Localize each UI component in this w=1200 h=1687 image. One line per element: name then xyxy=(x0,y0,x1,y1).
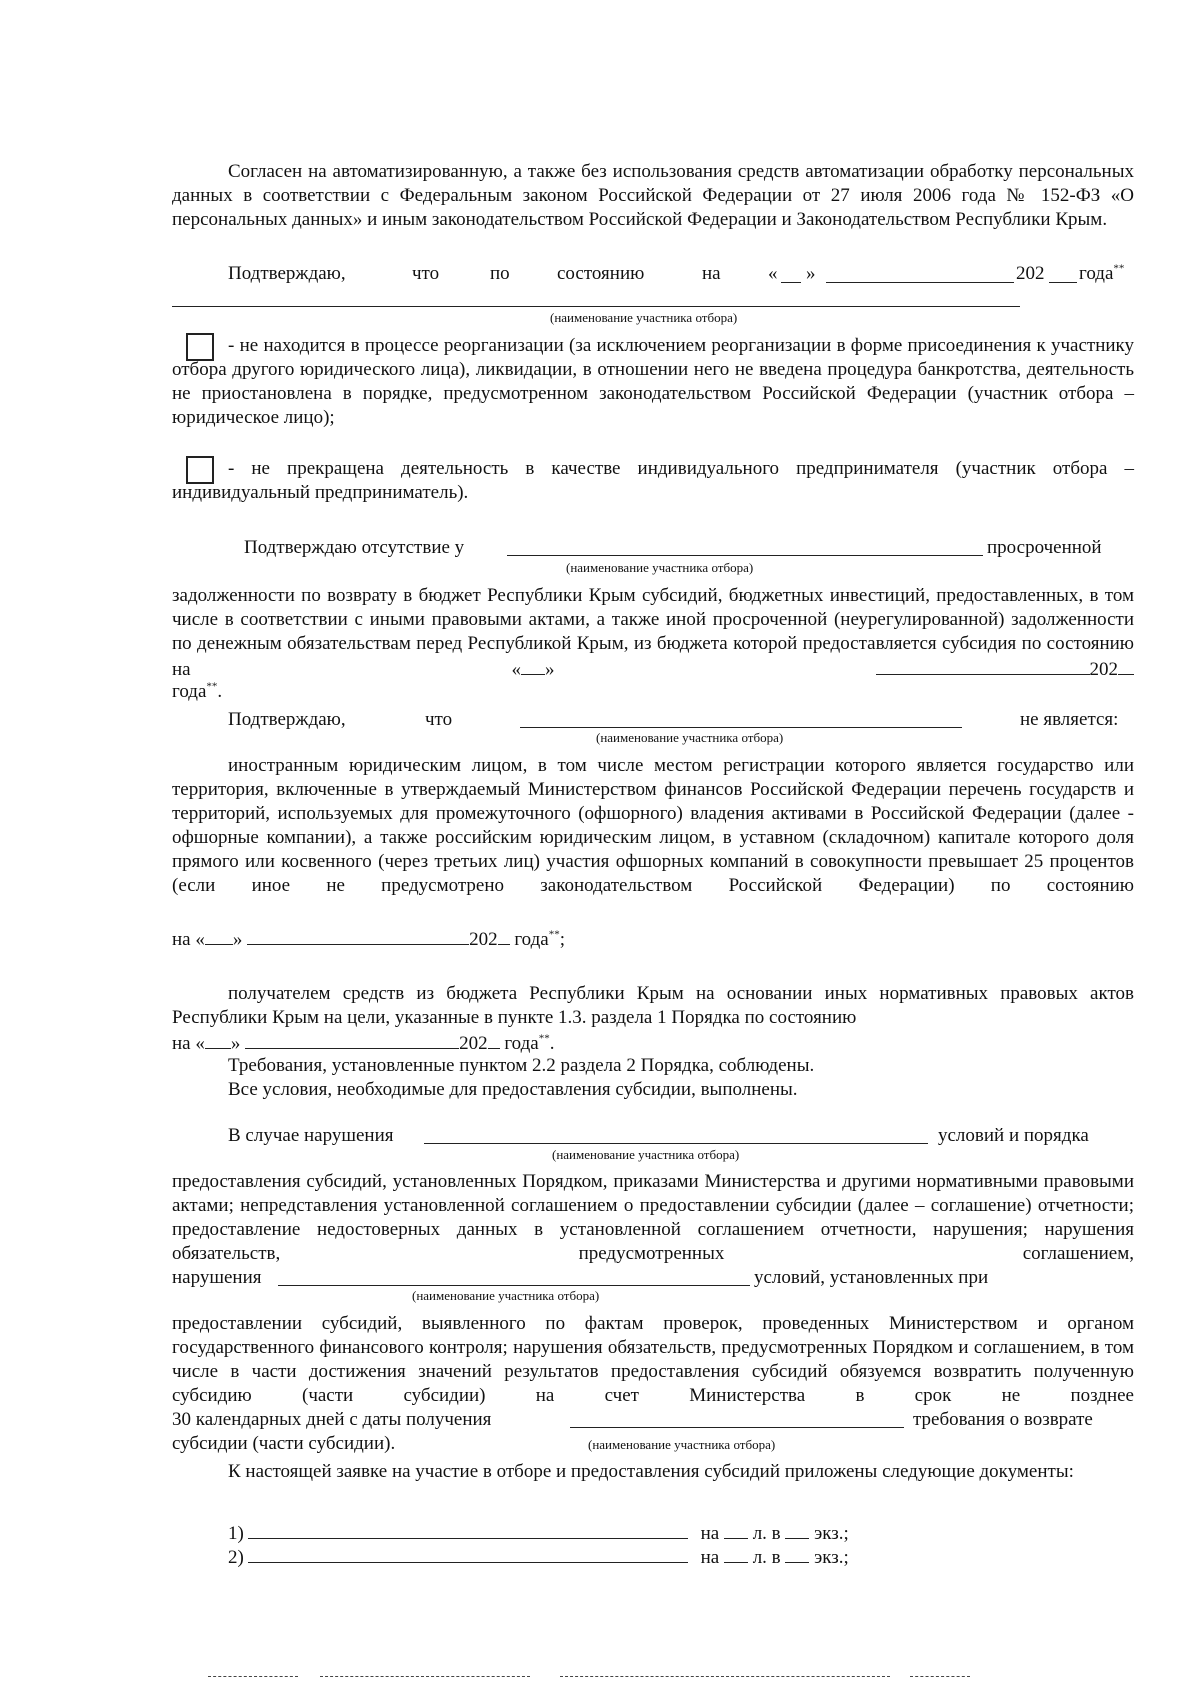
recipient-month-field[interactable] xyxy=(245,1030,459,1049)
debt-tail: просроченной xyxy=(987,537,1102,558)
confirm-date-close: » xyxy=(806,263,816,284)
attachment-row-2: 2) на л. в экз.; xyxy=(228,1544,849,1570)
requirements-line: Требования, установленные пунктом 2.2 раздела 2 Порядка, соблюдены. xyxy=(228,1055,815,1076)
debt-lead: Подтверждаю отсутствие у xyxy=(244,537,465,558)
attachment-1-sheets-field[interactable] xyxy=(724,1520,748,1539)
offshore-tail: не является: xyxy=(1020,709,1119,730)
scan-artifact-4 xyxy=(910,1676,970,1677)
debt-year-field[interactable] xyxy=(1118,656,1134,675)
recipient-body: получателем средств из бюджета Республики Крым на основании иных нормативных правовых актов Республики Крым на цели, указанные в пункте 1.3. раздела 1 Порядка по состоянию xyxy=(172,983,1134,1028)
recipient-day-field[interactable] xyxy=(205,1030,231,1049)
attachment-1-name-field[interactable] xyxy=(248,1520,688,1539)
confirm-year-word: года** xyxy=(1079,262,1125,284)
violation-tail: условий и порядка xyxy=(938,1125,1089,1146)
confirm-year-prefix: 202 xyxy=(1016,263,1045,284)
offshore-date: на « » 202 года**; xyxy=(172,926,565,952)
legal-entity-option-text: - не находится в процессе реорганизации (за исключением реорганизации в форме присоединения к участнику отбора другого юридического лица), ликвидации, в отношении него не введена процедура банкротства, деятельность не приостановлена в порядке, предусмотренном законодательством Российской Федерации (участник отбора – юридическое лицо); xyxy=(172,335,1134,428)
scan-artifact-2 xyxy=(320,1676,530,1677)
violation-lead: В случае нарушения xyxy=(228,1125,394,1146)
attachment-2-name-field[interactable] xyxy=(248,1544,688,1563)
violation-nar-tail: условий, установленных при xyxy=(754,1267,989,1288)
confirm-word-2: что xyxy=(412,263,440,284)
offshore-year-field[interactable] xyxy=(498,926,510,945)
violation-days-tail: требования о возврате xyxy=(913,1409,1093,1430)
recipient-year-field[interactable] xyxy=(488,1030,500,1049)
debt-month-field[interactable] xyxy=(876,656,1090,675)
consent-paragraph: Согласен на автоматизированную, а также без использования средств автоматизации обработку персональных данных в соответствии с Федеральным законом Российской Федерации от 27 июля 2006 года № 152-ФЗ «О персональных данных» и иным законодательством Российской Федерации и Законодательством Республики Крым. xyxy=(172,161,1134,230)
participant-name-field-1[interactable] xyxy=(172,306,1020,307)
field-caption-1: (наименование участника отбора) xyxy=(550,310,738,325)
offshore-word-1: Подтверждаю, xyxy=(228,709,346,730)
confirm-day-field[interactable] xyxy=(781,282,801,283)
confirm-word-1: Подтверждаю, xyxy=(228,263,346,284)
participant-name-field-4[interactable] xyxy=(424,1143,928,1144)
violation-body-1: предоставления субсидий, установленных Порядком, приказами Министерства и другими нормативными правовыми актами; непредставления установленной соглашением о предоставлении субсидии (далее – соглашение) отчетности; предоставление недостоверных данных в установленной соглашением отчетности, нарушения; нарушения обязательств, предусмотренных соглашением, xyxy=(172,1171,1134,1264)
violation-body-2: предоставлении субсидий, выявленного по фактам проверок, проведенных Министерством и органом государственного финансового контроля; нарушения обязательств, предусмотренных Порядком и соглашением, в том числе в части достижения значений результатов предоставления субсидий обязуемся возвратить полученную субсидию (части субсидии) на счет Министерства в срок не позднее xyxy=(172,1313,1134,1406)
attachment-2-copies-field[interactable] xyxy=(785,1544,809,1563)
entrepreneur-option-text: - не прекращена деятельность в качестве индивидуального предпринимателя (участник отбора – индивидуальный предприниматель). xyxy=(172,458,1134,503)
attachment-1-copies-field[interactable] xyxy=(785,1520,809,1539)
attachment-row-1: 1) на л. в экз.; xyxy=(228,1520,849,1546)
field-caption-4: (наименование участника отбора) xyxy=(552,1147,740,1162)
debt-day-field[interactable] xyxy=(521,656,545,675)
scan-artifact-1 xyxy=(208,1676,298,1677)
field-caption-2: (наименование участника отбора) xyxy=(566,560,754,575)
field-caption-5: (наименование участника отбора) xyxy=(412,1288,600,1303)
attachments-intro: К настоящей заявке на участие в отборе и предоставления субсидий приложены следующие документы: xyxy=(228,1461,1074,1482)
participant-name-field-3[interactable] xyxy=(520,727,962,728)
confirm-word-4: состоянию xyxy=(557,263,645,284)
attachment-2-sheets-field[interactable] xyxy=(724,1544,748,1563)
offshore-day-field[interactable] xyxy=(205,926,233,945)
offshore-body: иностранным юридическим лицом, в том числе местом регистрации которого является государство или территория, включенные в утверждаемый Министерством финансов Российской Федерации перечень государств и территорий, используемых для промежуточного (офшорного) владения активами в Российской Федерации (далее - офшорные компании), а также российским юридическим лицом, в уставном (складочном) капитале которого доля прямого или косвенного (через третьих лиц) участия офшорных компаний в совокупности превышает 25 процентов (если иное не предусмотрено законодательством Российской Федерации) по состоянию xyxy=(172,755,1134,896)
debt-year-word: года**. xyxy=(172,680,223,702)
participant-name-field-6[interactable] xyxy=(570,1427,904,1428)
field-caption-3: (наименование участника отбора) xyxy=(596,730,784,745)
debt-body: задолженности по возврату в бюджет Республики Крым субсидий, бюджетных инвестиций, предоставленных, в том числе в соответствии с иными правовыми актами, а также иной просроченной (неурегулированной) задолженности по денежным обязательствам перед Республикой Крым, из бюджета которой предоставляется субсидия по состоянию на « » 202 xyxy=(172,585,1134,680)
confirm-word-5: на xyxy=(702,263,721,284)
participant-name-field-2[interactable] xyxy=(507,555,983,556)
scan-artifact-3 xyxy=(560,1676,890,1677)
violation-days: 30 календарных дней с даты получения xyxy=(172,1409,492,1430)
offshore-month-field[interactable] xyxy=(247,926,469,945)
violation-nar: нарушения xyxy=(172,1267,262,1288)
violation-last: субсидии (части субсидии). xyxy=(172,1433,396,1454)
confirm-year-field[interactable] xyxy=(1049,282,1077,283)
offshore-word-2: что xyxy=(425,709,453,730)
field-caption-6: (наименование участника отбора) xyxy=(588,1437,776,1452)
confirm-date-open: « xyxy=(768,263,778,284)
participant-name-field-5[interactable] xyxy=(278,1285,750,1286)
confirm-month-field[interactable] xyxy=(826,282,1014,283)
conditions-line: Все условия, необходимые для предоставления субсидии, выполнены. xyxy=(228,1079,798,1100)
recipient-date: на « » 202 года**. xyxy=(172,1030,554,1056)
confirm-word-3: по xyxy=(490,263,510,284)
